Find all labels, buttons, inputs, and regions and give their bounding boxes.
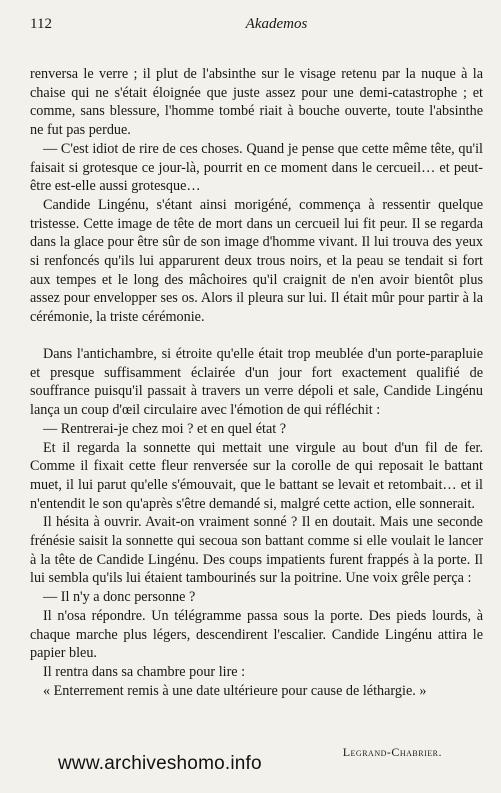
paragraph: Dans l'antichambre, si étroite qu'elle était trop meublée d'un porte-parapluie et presque suffisamment éclairée d'un jour fort exactement qualifié de souffrance puisqu'il passait à travers un verre dépoli et sale, Candide Lingénu lança un coup d'œil circulaire avec l'émotion de qui réfléchit : <box>30 346 483 419</box>
page-number: 112 <box>30 16 52 32</box>
paragraph: Il n'osa répondre. Un télégramme passa sous la porte. Des pieds lourds, à chaque marche plus légers, descendirent l'escalier. Candide Lingénu attira le papier bleu. <box>30 607 483 662</box>
paragraph: — C'est idiot de rire de ces choses. Quand je pense que cette même tête, qu'il faisait si grotesque ce jour-là, pourrit en ce moment dans le cercueil… et peut-être est-elle aussi grotesque… <box>30 140 483 195</box>
running-title: Akademos <box>245 16 308 32</box>
watermark: www.archiveshomo.info <box>58 753 262 774</box>
paragraph: Il rentra dans sa chambre pour lire : <box>43 663 246 680</box>
paragraph: « Enterrement remis à une date ultérieure pour cause de léthargie. » <box>43 682 427 699</box>
text-section-2 <box>30 345 483 700</box>
page-header <box>30 16 483 36</box>
paragraph: Il hésita à ouvrir. Avait-on vraiment sonné ? Il en doutait. Mais une seconde frénésie saisit la sonnette qui secoua son battant comme si elle voulait le lancer à la tête de Candide Lingénu. Des coups impatients furent frappés à la porte. Il lui sembla qu'ils lui étaient tambourinés sur la poitrine. Une voix grêle perça : <box>30 514 483 587</box>
paragraph: renversa le verre ; il plut de l'absinthe sur le visage retenu par la nuque à la chaise qui ne s'était éloignée que juste assez pour une demi-catastrophe ; et comme, sans blessure, l'homme tombé riait à bouche ouverte, toute l'absinthe ne fut pas perdue. <box>30 66 483 139</box>
text-section-1 <box>30 65 483 327</box>
author-signature: Legrand-Chabrier. <box>342 745 442 759</box>
paragraph: Candide Lingénu, s'étant ainsi morigéné, commença à ressentir quelque tristesse. Cette image de tête de mort dans un cercueil lui fit peur. Il se regarda dans la glace pour être sûr de son image d'homme vivant. Il lui trouva des yeux si renfoncés qu'ils lui apparurent deux trous noirs, et la peau se tendait si fort aux tempes et le long des mâchoires qu'il craignit de n'en avoir bientôt plus assez pour envelopper ses os. Alors il pleura sur lui. Il était mûr pour partir à la cérémonie, la triste cérémonie. <box>30 196 483 326</box>
paragraph: — Il n'y a donc personne ? <box>43 589 196 606</box>
paragraph: Et il regarda la sonnette qui mettait une virgule au bout d'un fil de fer. Comme il fixait cette fleur renversée sur la corolle de qui reposait le battant muet, il lui parut qu'elle s'émouvait, que le battant se levait et retombait… et il n'entendit le son qu'après s'être demandé si, malgré cette action, elle sonnerait. <box>30 439 483 512</box>
paragraph: — Rentrerai-je chez moi ? et en quel état ? <box>43 420 287 437</box>
